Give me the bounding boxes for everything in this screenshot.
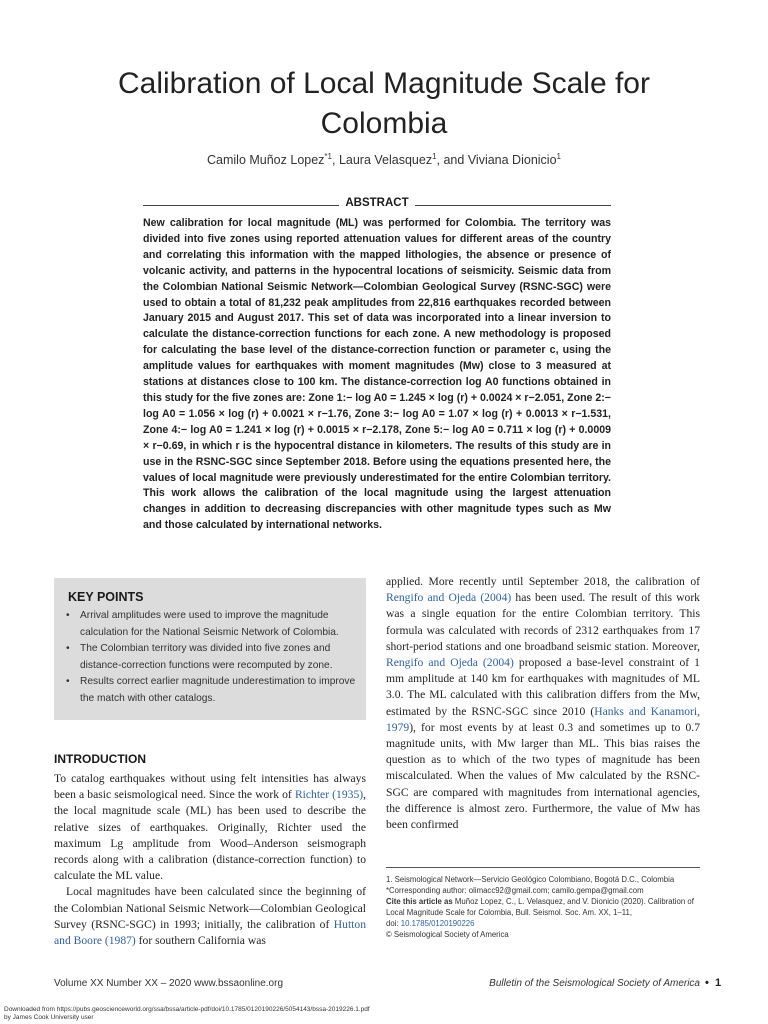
page-number-value: 1 — [714, 977, 722, 989]
right-paragraph — [386, 574, 700, 833]
abstract-heading-label: ABSTRACT — [339, 197, 414, 209]
title-line-2: Colombia — [320, 107, 448, 140]
page-number — [705, 977, 721, 989]
author-2: Laura Velasquez — [338, 153, 433, 168]
citation-link-hanks-kanamori[interactable]: Hanks and Kanamori, 1979 — [386, 704, 700, 734]
doi-label: doi: — [386, 919, 401, 928]
footnote-corresponding-author: *Corresponding author: olimacc92@gmail.com; camilo.gempa@gmail.com — [386, 886, 644, 895]
footnote-copyright: © Seismological Society of America — [386, 930, 509, 939]
title-line-1: Calibration of Local Magnitude Scale for — [118, 67, 650, 100]
key-point-text: Arrival amplitudes were used to improve the magnitude calculation for the National Seismic Network of Colombia. — [80, 610, 339, 638]
key-point-text: The Colombian territory was divided into five zones and distance-correction functions were recomputed by zone. — [80, 643, 333, 671]
bullet-icon: • — [66, 643, 70, 654]
cite-text: Muñoz Lopez, C., L. Velasquez, and V. Dionicio (2020). Calibration of Local Magnitude Scale for Colombia, Bull. Seismol. Soc. Am. XX, 1–11, — [386, 897, 694, 917]
citation-link-rengifo-ojeda-1[interactable]: Rengifo and Ojeda (2004) — [386, 591, 512, 605]
author-list: Camilo Muñoz Lopez$^{*1}$, Laura Velasquez$^1$, and Viviana Dionicio$^1$ — [207, 152, 561, 168]
introduction-text — [54, 771, 366, 949]
doi-link[interactable]: 10.1785/0120190226 — [400, 919, 475, 928]
intro-p2-text-b: for southern California was — [135, 934, 266, 948]
download-line-2: by James Cook University user — [4, 1013, 94, 1021]
cite-label: Cite this article as — [386, 897, 453, 906]
author-1-affiliation: *1 — [324, 152, 332, 161]
key-points-title: KEY POINTS — [68, 590, 144, 604]
citation-link-hutton-boore[interactable]: Hutton and Boore (1987) — [54, 917, 366, 948]
key-point-text: Results correct earlier magnitude underestimation to improve the match with other catalogs. — [80, 676, 356, 704]
right-text-1: applied. More recently until September 2018, the calibration of — [386, 575, 700, 588]
footer-volume-info: Volume XX Number XX – 2020 www.bssaonline.org — [54, 978, 284, 989]
footnote-citation — [386, 896, 702, 918]
intro-paragraph-2 — [54, 884, 366, 949]
intro-p1-text-b: , the local magnitude scale (ML) has been used to describe the relative sizes of earthquakes. Originally, Richter used the maximum Lg amplitude from Wood–Anderson seismograph records along with a calibration (distance-correction function) to calculate the ML value. — [54, 788, 367, 883]
key-point-item — [64, 641, 356, 674]
citation-link-richter[interactable]: Richter (1935) — [294, 788, 364, 802]
bullet-icon: • — [66, 676, 70, 687]
right-text-3: proposed a base-level constraint of 1 mm amplitude at 140 km for earthquakes with magnitudes of ML 3.0. The ML calculated with this calibration differs from the Mw, estimated by the RSNC-SGC since 2010 ( — [386, 656, 700, 718]
key-points-box — [54, 578, 366, 720]
citation-link-rengifo-ojeda-2[interactable]: Rengifo and Ojeda (2004) — [386, 656, 514, 670]
key-points-list — [64, 608, 356, 707]
introduction-heading: INTRODUCTION — [54, 752, 146, 766]
right-column-text — [386, 574, 700, 833]
intro-paragraph-1 — [54, 771, 366, 884]
footnote-divider — [386, 867, 700, 868]
author-3-affiliation: 1 — [556, 152, 561, 161]
download-notice — [4, 1006, 370, 1021]
abstract-heading — [143, 196, 611, 214]
footnote-doi — [386, 918, 702, 929]
footer-bullet: • — [705, 977, 709, 989]
right-text-2: has been used. The result of this work was a single equation for the entire Colombian territory. This formula was calculated with records of 2312 earthquakes from 17 short-period stations and one broadband seismic station. Moreover, — [386, 591, 700, 653]
download-line-1: Downloaded from https://pubs.geoscienceworld.org/ssa/bssa/article-pdf/doi/10.1785/0120190226/5054143/bssa-2019226.1.pdf — [4, 1006, 370, 1013]
author-1: Camilo Muñoz Lopez — [207, 153, 325, 168]
intro-p2-text-a: Local magnitudes have been calculated since the beginning of the Colombian National Seismic Network—Colombian Geological Survey (RSNC-SGC) in 1993; initially, the calibration of — [54, 885, 366, 931]
right-text-4: ), for most events by at least 0.3 and sometimes up to 0.7 magnitude units, with Mw larger than ML. This bias raises the question as to which of the two types of magnitude has been miscalculated. When the values of Mw calculated by the RSNC-SGC are compared with magnitudes from international agencies, the difference is almost zero. Furthermore, the value of Mw has been confirmed — [386, 720, 700, 832]
key-point-item — [64, 608, 356, 641]
key-point-item — [64, 674, 356, 707]
footnote-affiliation: 1. Seismological Network—Servicio Geológico Colombiano, Bogotá D.C., Colombia — [386, 875, 675, 884]
author-3: and Viviana Dionicio — [443, 153, 557, 168]
paper-title — [60, 64, 708, 144]
abstract-body: New calibration for local magnitude (ML) was performed for Colombia. The territory was divided into five zones using reported attenuation values for different areas of the country and correlating this information with the mapped lithologies, the absence or presence of volcanic activity, and patterns in the hypocentral locations of seismicity. Seismic data from the Colombian National Seismic Network—Colombian Geological Survey (RSNC-SGC) were used to obtain a total of 81,232 peak amplitudes from 22,816 earthquakes recorded between January 2015 and August 2017. This set of data was incorporated into a linear inversion to calculate the distance-correction functions for each zone. A new methodology is proposed for calculating the base level of the distance-correction function or parameter c, using the amplitude values for earthquakes with moment magnitudes (Mw) close to 3 measured at stations at distances close to 100 km. The distance-correction log A0 functions obtained in this study for the five zones are: Zone 1:− log A0 = 1.245 × log (r) + 0.0024 × r−2.051, Zone 2:− log A0 = 1.056 × log (r) + 0.0021 × r−1.76, Zone 3:− log A0 = 1.07 × log (r) + 0.0013 × r−1.531, Zone 4:− log A0 = 1.241 × log (r) + 0.0015 × r−2.178, Zone 5:− log A0 = 0.711 × log (r) + 0.0009 × r−0.69, in which r is the hypocentral distance in kilometers. The results of this study are in use in the RSNC-SGC since September 2018. Before using the equations presented here, the values of local magnitude were previously underestimated for the entire Colombian territory. This work allows the calibration of the local magnitude using the largest attenuation changes in addition to decreasing discrepancies with other magnitude types such as Mw and those calculated by international networks. — [143, 217, 611, 532]
author-2-affiliation: 1 — [432, 152, 437, 161]
footer-journal-name: Bulletin of the Seismological Society of America — [489, 978, 700, 989]
footnotes — [386, 874, 702, 940]
bullet-icon: • — [66, 610, 70, 621]
intro-p1-text-a: To catalog earthquakes without using felt intensities has always been a basic seismological need. Since the work of — [54, 772, 366, 802]
